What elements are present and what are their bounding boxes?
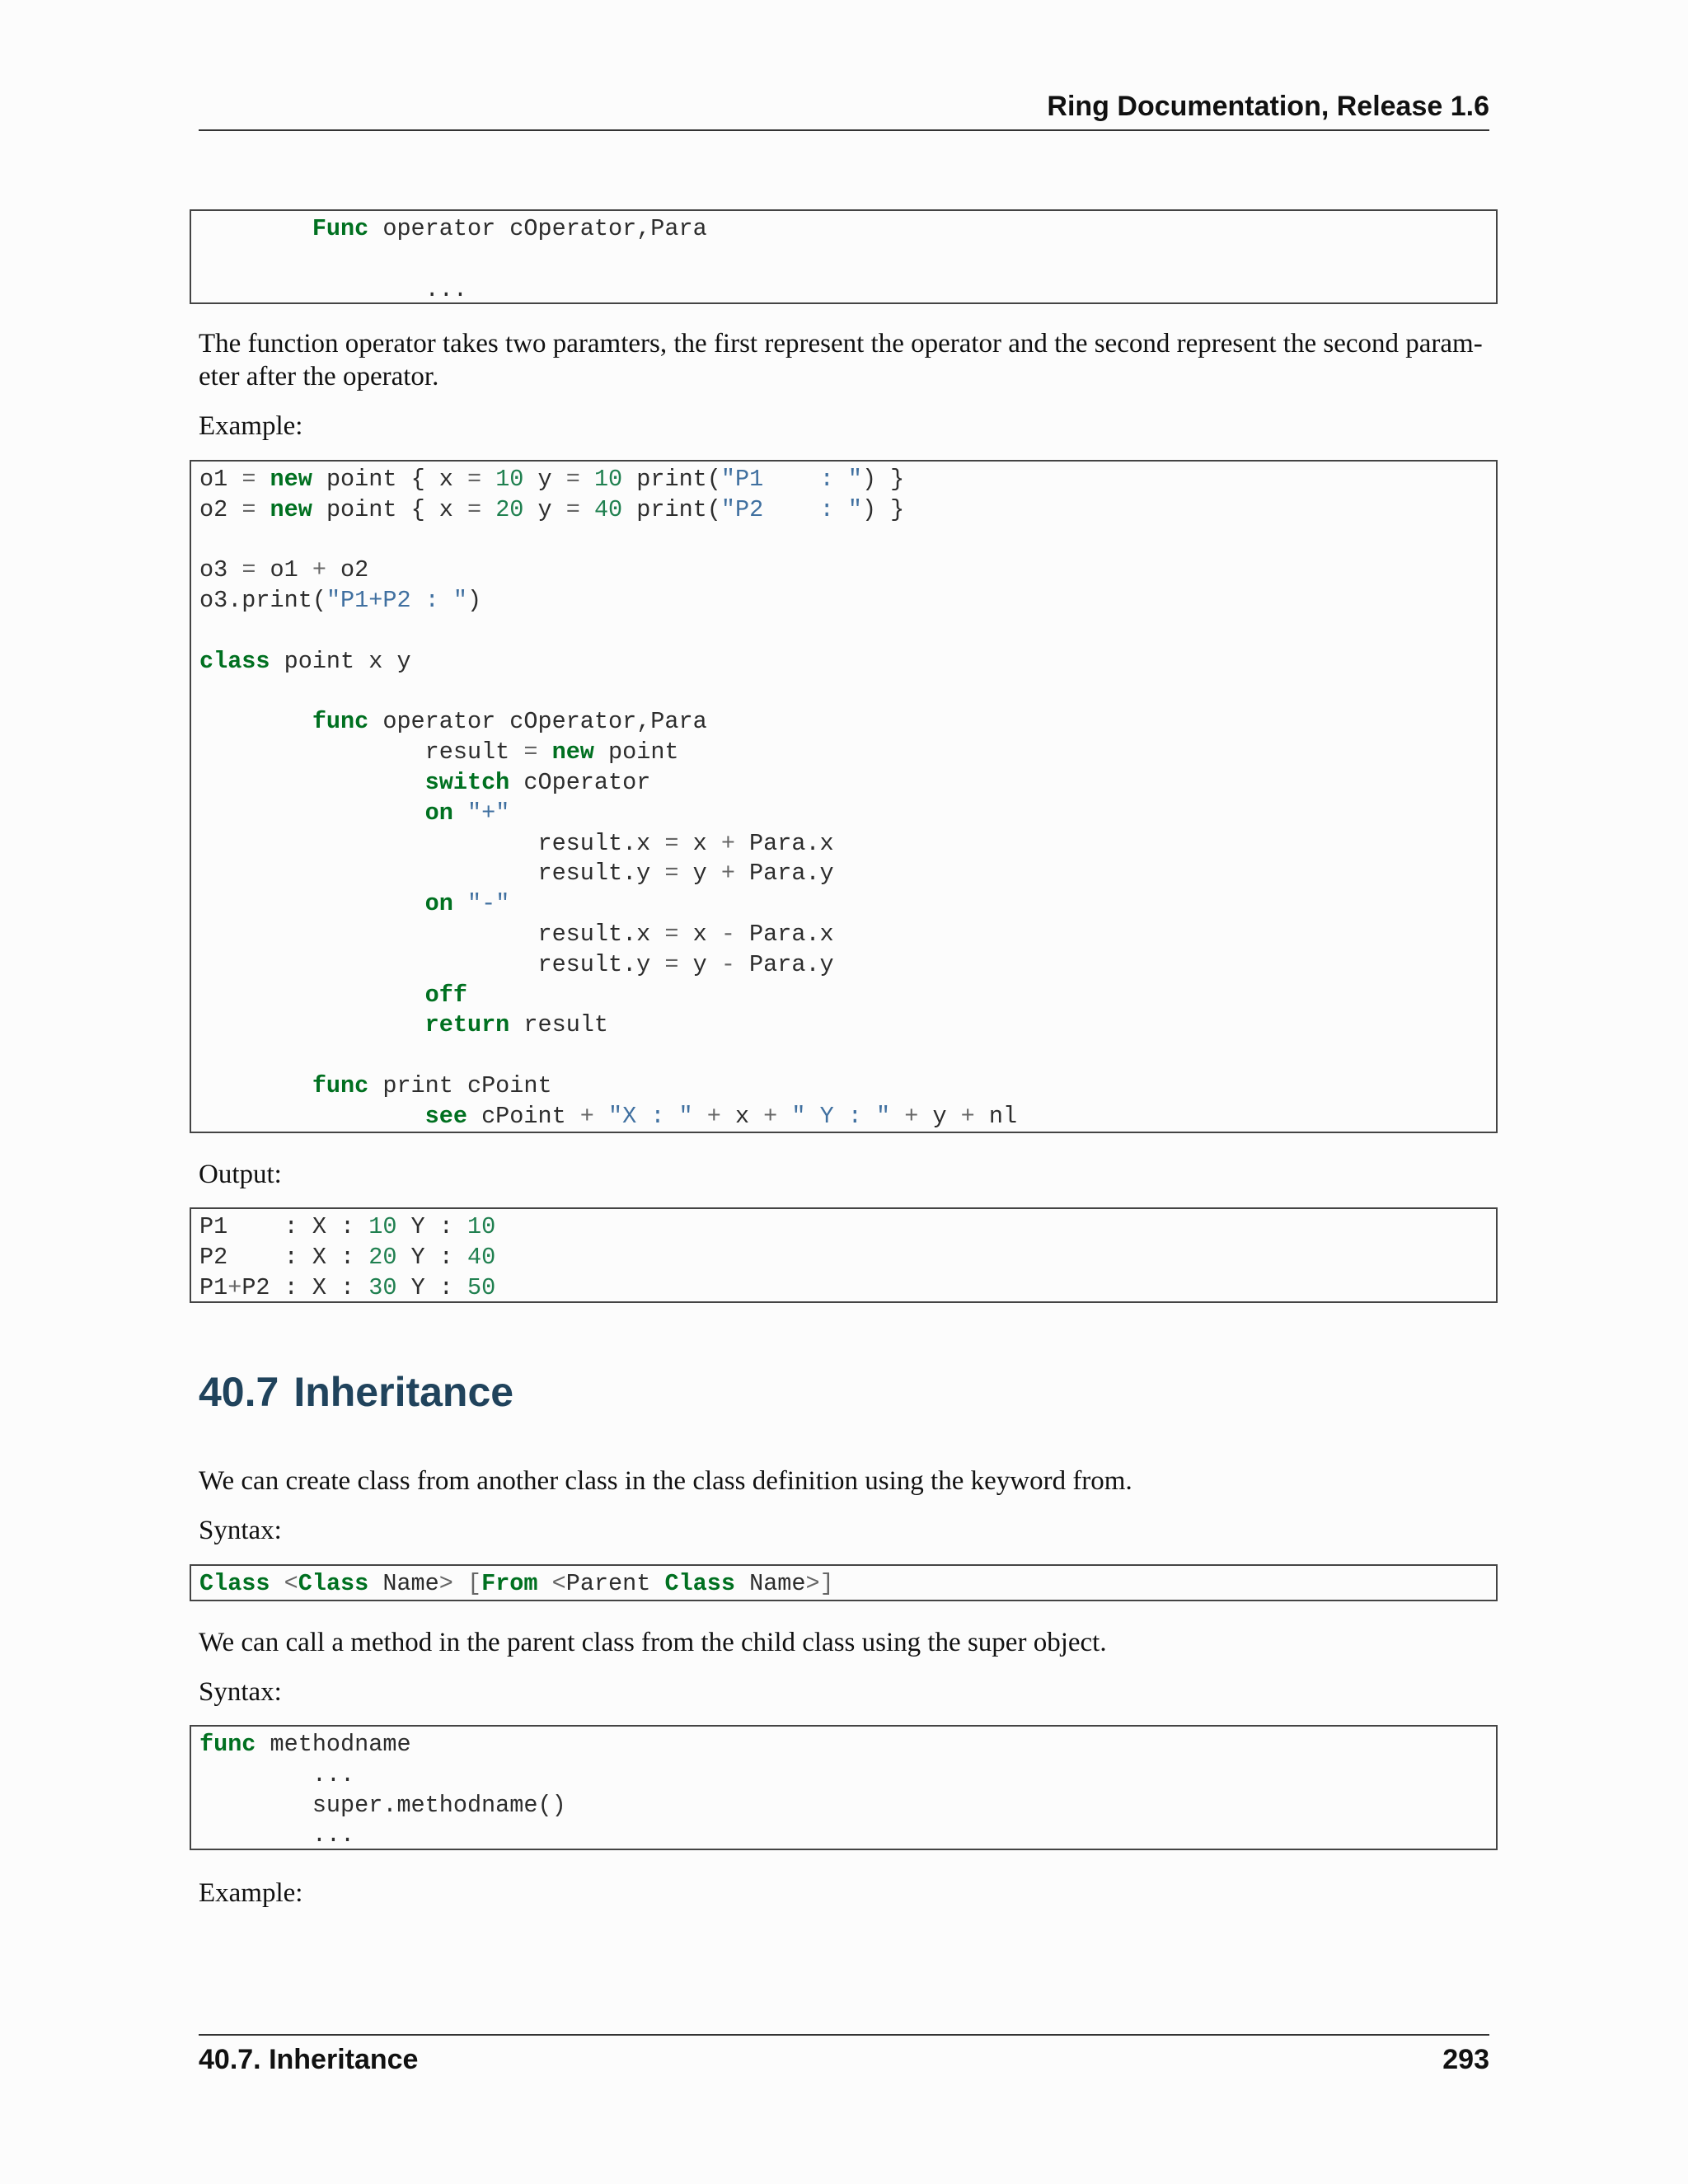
- code-token: +: [227, 1273, 242, 1301]
- code-line: [199, 1821, 1488, 1850]
- code-token: y: [918, 1102, 961, 1130]
- code-token: x: [678, 920, 721, 948]
- code-token: result: [509, 1011, 609, 1039]
- code-token: result.x: [199, 920, 665, 948]
- code-line: [199, 1569, 1488, 1600]
- code-token: result: [199, 738, 524, 766]
- code-token: o1: [199, 466, 242, 493]
- code-token: [537, 738, 551, 766]
- code-token: y: [523, 466, 566, 493]
- code-token: +: [579, 1102, 594, 1130]
- code-token: 50: [467, 1273, 496, 1301]
- code-token: func: [199, 1731, 256, 1758]
- code-token: +: [720, 860, 735, 888]
- code-line: [199, 1791, 1488, 1821]
- code-token: [594, 1103, 608, 1130]
- code-token: return: [424, 1011, 510, 1039]
- code-token: methodname: [256, 1731, 411, 1758]
- code-token: [199, 769, 425, 796]
- code-line: [199, 1041, 1488, 1071]
- code-token: print(: [622, 466, 721, 493]
- code-token: point x y: [270, 647, 411, 675]
- code-token: result.y: [199, 860, 665, 888]
- code-token: Y :: [396, 1213, 467, 1240]
- code-token: Class: [199, 1570, 270, 1597]
- code-token: [538, 1570, 552, 1597]
- code-line: [199, 495, 1488, 526]
- code-token: "X : ": [608, 1102, 693, 1130]
- code-line: [199, 586, 1488, 616]
- code-token: Y :: [396, 1243, 467, 1271]
- code-token: From: [481, 1570, 538, 1597]
- code-token: >: [438, 1570, 453, 1597]
- code-token: P1 : X :: [199, 1213, 369, 1240]
- code-token: result.x: [199, 829, 665, 857]
- code-line: [199, 707, 1488, 738]
- code-token: P2 : X :: [241, 1273, 369, 1301]
- paragraph-inheritance-intro: We can create class from another class in the class definition using the keyword from.: [199, 1466, 1132, 1496]
- code-line: [199, 1760, 1488, 1791]
- code-token: see: [424, 1102, 467, 1130]
- code-token: [270, 1570, 284, 1597]
- code-token: x: [720, 1102, 764, 1130]
- code-token: =: [241, 466, 256, 493]
- code-token: =: [523, 738, 538, 766]
- code-token: "P2 : ": [720, 495, 862, 523]
- code-token: <: [551, 1570, 566, 1597]
- code-token: o3.print(: [199, 587, 326, 615]
- code-token: P2 : X :: [199, 1243, 369, 1271]
- code-token: [199, 708, 312, 735]
- code-token: " Y : ": [791, 1102, 891, 1130]
- code-token: func: [312, 708, 369, 736]
- code-token: P1: [199, 1273, 228, 1301]
- code-token: Para.x: [734, 829, 834, 857]
- code-token: =: [664, 829, 679, 857]
- code-token: new: [270, 495, 312, 523]
- code-token: [199, 215, 312, 242]
- code-token: "-": [467, 890, 510, 918]
- code-token: ...: [199, 1760, 355, 1788]
- code-token: "P1 : ": [720, 466, 862, 493]
- code-token: Func: [312, 215, 369, 242]
- code-token: "+": [467, 799, 510, 827]
- code-token: 20: [368, 1243, 397, 1271]
- code-token: o3: [199, 556, 242, 584]
- code-line: [199, 981, 1488, 1011]
- code-token: switch: [424, 768, 510, 796]
- code-token: func: [312, 1071, 369, 1099]
- code-token: print cPoint: [368, 1071, 552, 1099]
- code-line: [199, 465, 1488, 495]
- label-syntax: Syntax:: [199, 1516, 282, 1545]
- code-token: print(: [622, 495, 721, 523]
- label-syntax: Syntax:: [199, 1677, 282, 1707]
- code-token: [: [452, 1570, 482, 1597]
- code-token: Parent: [565, 1570, 665, 1597]
- code-line: [199, 829, 1488, 860]
- code-token: "P1+P2 : ": [326, 587, 467, 615]
- code-token: >]: [805, 1570, 834, 1597]
- label-output: Output:: [199, 1160, 282, 1189]
- code-token: point: [593, 738, 679, 766]
- code-token: super.methodname(): [199, 1791, 566, 1819]
- paragraph-operator-description: The function operator takes two paramters, the first represent the operator and the second represent the second param- eter after the operator.: [199, 329, 1483, 391]
- code-token: [199, 1103, 425, 1130]
- code-line: [199, 214, 1488, 245]
- code-token: Class: [298, 1570, 369, 1597]
- code-token: 40: [593, 495, 623, 523]
- code-token: [453, 799, 467, 827]
- code-token: off: [424, 981, 467, 1009]
- code-token: 10: [593, 466, 623, 493]
- code-token: 30: [368, 1273, 397, 1301]
- code-token: ...: [199, 1821, 355, 1849]
- code-token: [777, 1103, 791, 1130]
- page-number: 293: [1442, 2044, 1489, 2075]
- code-token: =: [467, 466, 482, 493]
- code-token: Class: [664, 1570, 735, 1597]
- code-token: class: [199, 647, 270, 675]
- page-footer: [199, 2034, 1489, 2076]
- code-line: [199, 1212, 1488, 1243]
- code-token: 40: [467, 1243, 496, 1271]
- code-token: cOperator: [509, 768, 651, 796]
- code-line: [199, 1243, 1488, 1273]
- code-token: y: [523, 495, 566, 523]
- code-line: [199, 1102, 1488, 1132]
- code-line: [199, 768, 1488, 799]
- section-title-text: Inheritance: [293, 1369, 514, 1415]
- section-heading: [199, 1368, 513, 1416]
- code-line: [199, 245, 1488, 275]
- code-line: [199, 275, 1488, 304]
- code-token: 20: [495, 495, 524, 523]
- code-token: [481, 496, 495, 523]
- code-line: [199, 920, 1488, 950]
- code-token: [481, 466, 495, 493]
- code-token: point { x: [312, 466, 467, 493]
- code-line: [199, 677, 1488, 708]
- code-token: o1: [256, 556, 312, 584]
- code-token: result.y: [199, 950, 665, 978]
- code-token: =: [664, 860, 679, 888]
- code-token: [693, 1103, 707, 1130]
- code-line: [199, 1273, 1488, 1303]
- code-token: o2: [326, 556, 369, 584]
- code-line: [199, 859, 1488, 889]
- code-token: 10: [495, 466, 524, 493]
- code-line: [199, 1010, 1488, 1041]
- code-token: y: [678, 950, 721, 978]
- code-token: +: [312, 556, 326, 584]
- label-example: Example:: [199, 1878, 303, 1908]
- code-line: [199, 1071, 1488, 1102]
- code-token: operator cOperator,Para: [368, 215, 707, 242]
- code-line: [199, 647, 1488, 677]
- code-token: Y :: [396, 1273, 467, 1301]
- code-token: =: [241, 495, 256, 523]
- code-token: Para.y: [734, 950, 834, 978]
- code-block-super-syntax: [190, 1725, 1498, 1850]
- code-token: ): [467, 587, 482, 615]
- footer-section-label: 40.7. Inheritance: [199, 2044, 419, 2075]
- code-token: [199, 799, 425, 827]
- code-token: o2: [199, 495, 242, 523]
- code-token: Para.x: [734, 920, 834, 948]
- code-token: +: [960, 1102, 975, 1130]
- code-token: [256, 496, 270, 523]
- code-token: +: [706, 1102, 721, 1130]
- code-token: y: [678, 860, 721, 888]
- code-token: +: [904, 1102, 919, 1130]
- code-token: <: [284, 1570, 298, 1597]
- code-token: on: [424, 799, 453, 827]
- code-token: +: [720, 829, 735, 857]
- code-token: point { x: [312, 495, 467, 523]
- code-line: [199, 950, 1488, 981]
- code-token: 10: [467, 1213, 496, 1240]
- code-token: cPoint: [467, 1102, 580, 1130]
- code-line: [199, 889, 1488, 920]
- code-token: =: [565, 495, 580, 523]
- code-token: =: [664, 920, 679, 948]
- code-token: [890, 1103, 904, 1130]
- code-token: ) }: [861, 495, 905, 523]
- label-example: Example:: [199, 411, 303, 441]
- code-token: =: [664, 950, 679, 978]
- code-token: operator cOperator,Para: [368, 708, 707, 736]
- section-number: 40.7: [199, 1369, 279, 1415]
- code-token: -: [720, 920, 735, 948]
- code-token: x: [678, 829, 721, 857]
- code-token: =: [467, 495, 482, 523]
- code-block-class-syntax: [190, 1564, 1498, 1601]
- code-line: [199, 555, 1488, 586]
- code-line: [199, 1730, 1488, 1760]
- code-token: -: [720, 950, 735, 978]
- code-line: [199, 616, 1488, 647]
- code-line: [199, 526, 1488, 556]
- code-token: [199, 1011, 425, 1038]
- running-header: Ring Documentation, Release 1.6: [199, 91, 1489, 131]
- code-token: on: [424, 890, 453, 918]
- code-token: +: [763, 1102, 778, 1130]
- code-token: [580, 496, 594, 523]
- code-token: Name: [734, 1570, 806, 1597]
- code-token: =: [241, 556, 256, 584]
- code-token: ...: [199, 275, 467, 303]
- code-token: ) }: [861, 466, 905, 493]
- code-token: Para.y: [734, 860, 834, 888]
- code-line: [199, 799, 1488, 829]
- code-token: new: [551, 738, 594, 766]
- code-token: new: [270, 466, 312, 493]
- code-token: Name: [368, 1570, 439, 1597]
- code-block-operator-signature: [190, 209, 1498, 304]
- code-line: [199, 738, 1488, 768]
- code-token: [199, 1072, 312, 1099]
- code-token: [199, 890, 425, 917]
- code-token: =: [565, 466, 580, 493]
- code-token: [199, 982, 425, 1009]
- code-token: 10: [368, 1213, 397, 1240]
- code-token: [580, 466, 594, 493]
- code-token: [256, 466, 270, 493]
- code-block-output: [190, 1207, 1498, 1303]
- code-token: nl: [974, 1102, 1018, 1130]
- code-token: [453, 890, 467, 917]
- code-block-point-example: [190, 460, 1498, 1133]
- paragraph-super-intro: We can call a method in the parent class from the child class using the super object.: [199, 1628, 1107, 1657]
